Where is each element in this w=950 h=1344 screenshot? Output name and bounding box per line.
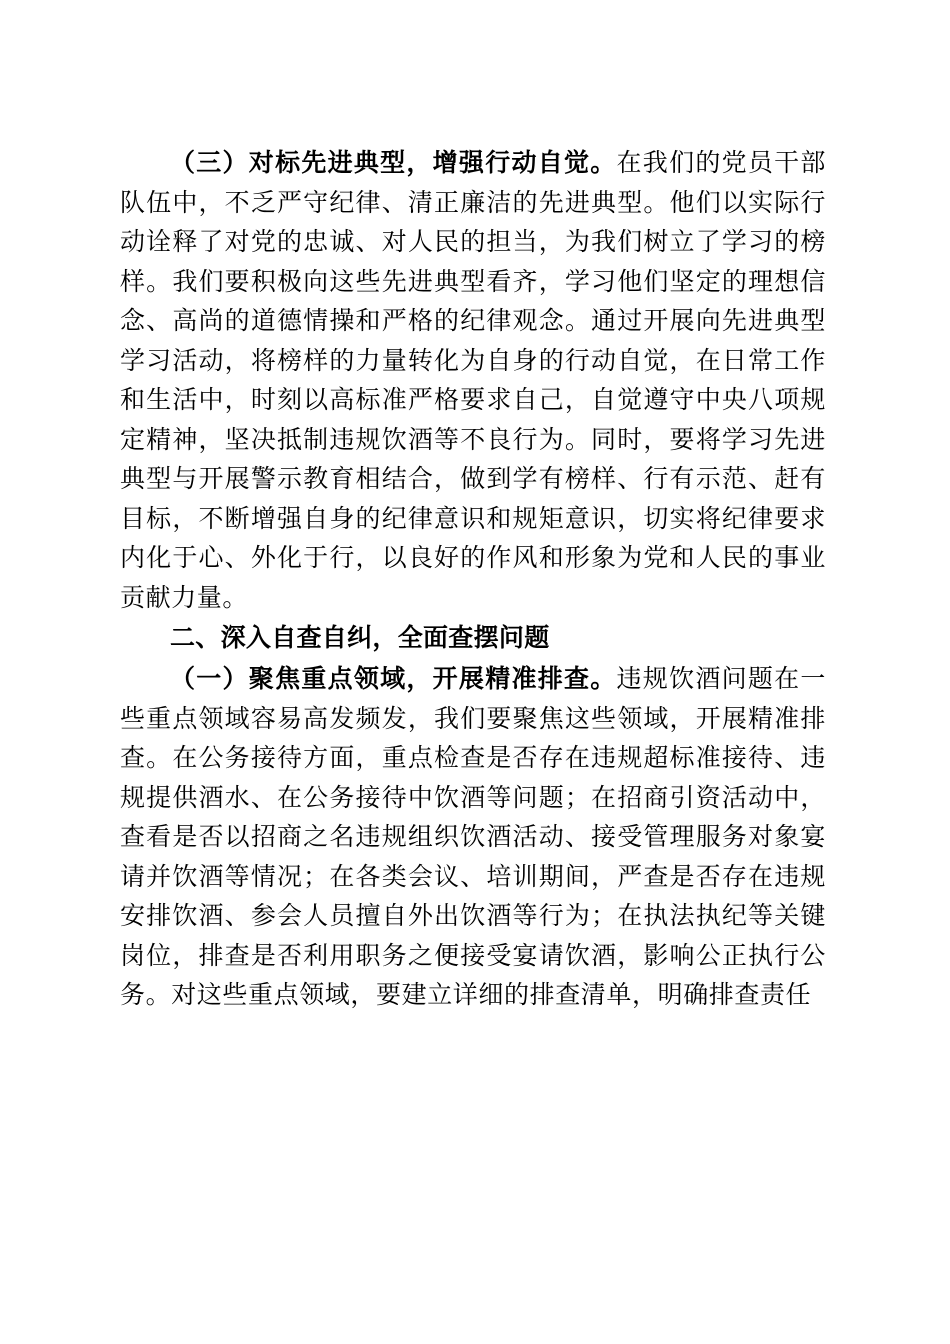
section-three-lead: （三）对标先进典型，增强行动自觉。	[170, 148, 617, 177]
section-three-body: 在我们的党员干部队伍中，不乏严守纪律、清正廉洁的先进典型。他们以实际行动诠释了对党的忠诚、对人民的担当，为我们树立了学习的榜样。我们要积极向这些先进典型看齐，学习他们坚定的理想信念、高尚的道德情操和严格的纪律观念。通过开展向先进典型学习活动，将榜样的力量转化为自身的行动自觉，在日常工作和生活中，时刻以高标准严格要求自己，自觉遵守中央八项规定精神，坚决抵制违规饮酒等不良行为。同时，要将学习先进典型与开展警示教育相结合，做到学有榜样、行有示范、赶有目标，不断增强自身的纪律意识和规矩意识，切实将纪律要求内化于心、外化于行，以良好的作风和形象为党和人民的事业贡献力量。	[120, 148, 826, 612]
document-body	[120, 143, 826, 1015]
paragraph-section-one	[120, 659, 826, 1015]
section-one-body: 违规饮酒问题在一些重点领域容易高发频发，我们要聚焦这些领域，开展精准排查。在公务接待方面，重点检查是否存在违规超标准接待、违规提供酒水、在公务接待中饮酒等问题；在招商引资活动中，查看是否以招商之名违规组织饮酒活动、接受管理服务对象宴请并饮酒等情况；在各类会议、培训期间，严查是否存在违规安排饮酒、参会人员擅自外出饮酒等行为；在执法执纪等关键岗位，排查是否利用职务之便接受宴请饮酒，影响公正执行公务。对这些重点领域，要建立详细的排查清单，明确排查责任	[120, 664, 826, 1009]
section-one-lead: （一）聚焦重点领域，开展精准排查。	[170, 664, 617, 693]
heading-part-two: 二、深入自查自纠，全面查摆问题	[170, 623, 550, 652]
paragraph-section-three	[120, 143, 826, 617]
